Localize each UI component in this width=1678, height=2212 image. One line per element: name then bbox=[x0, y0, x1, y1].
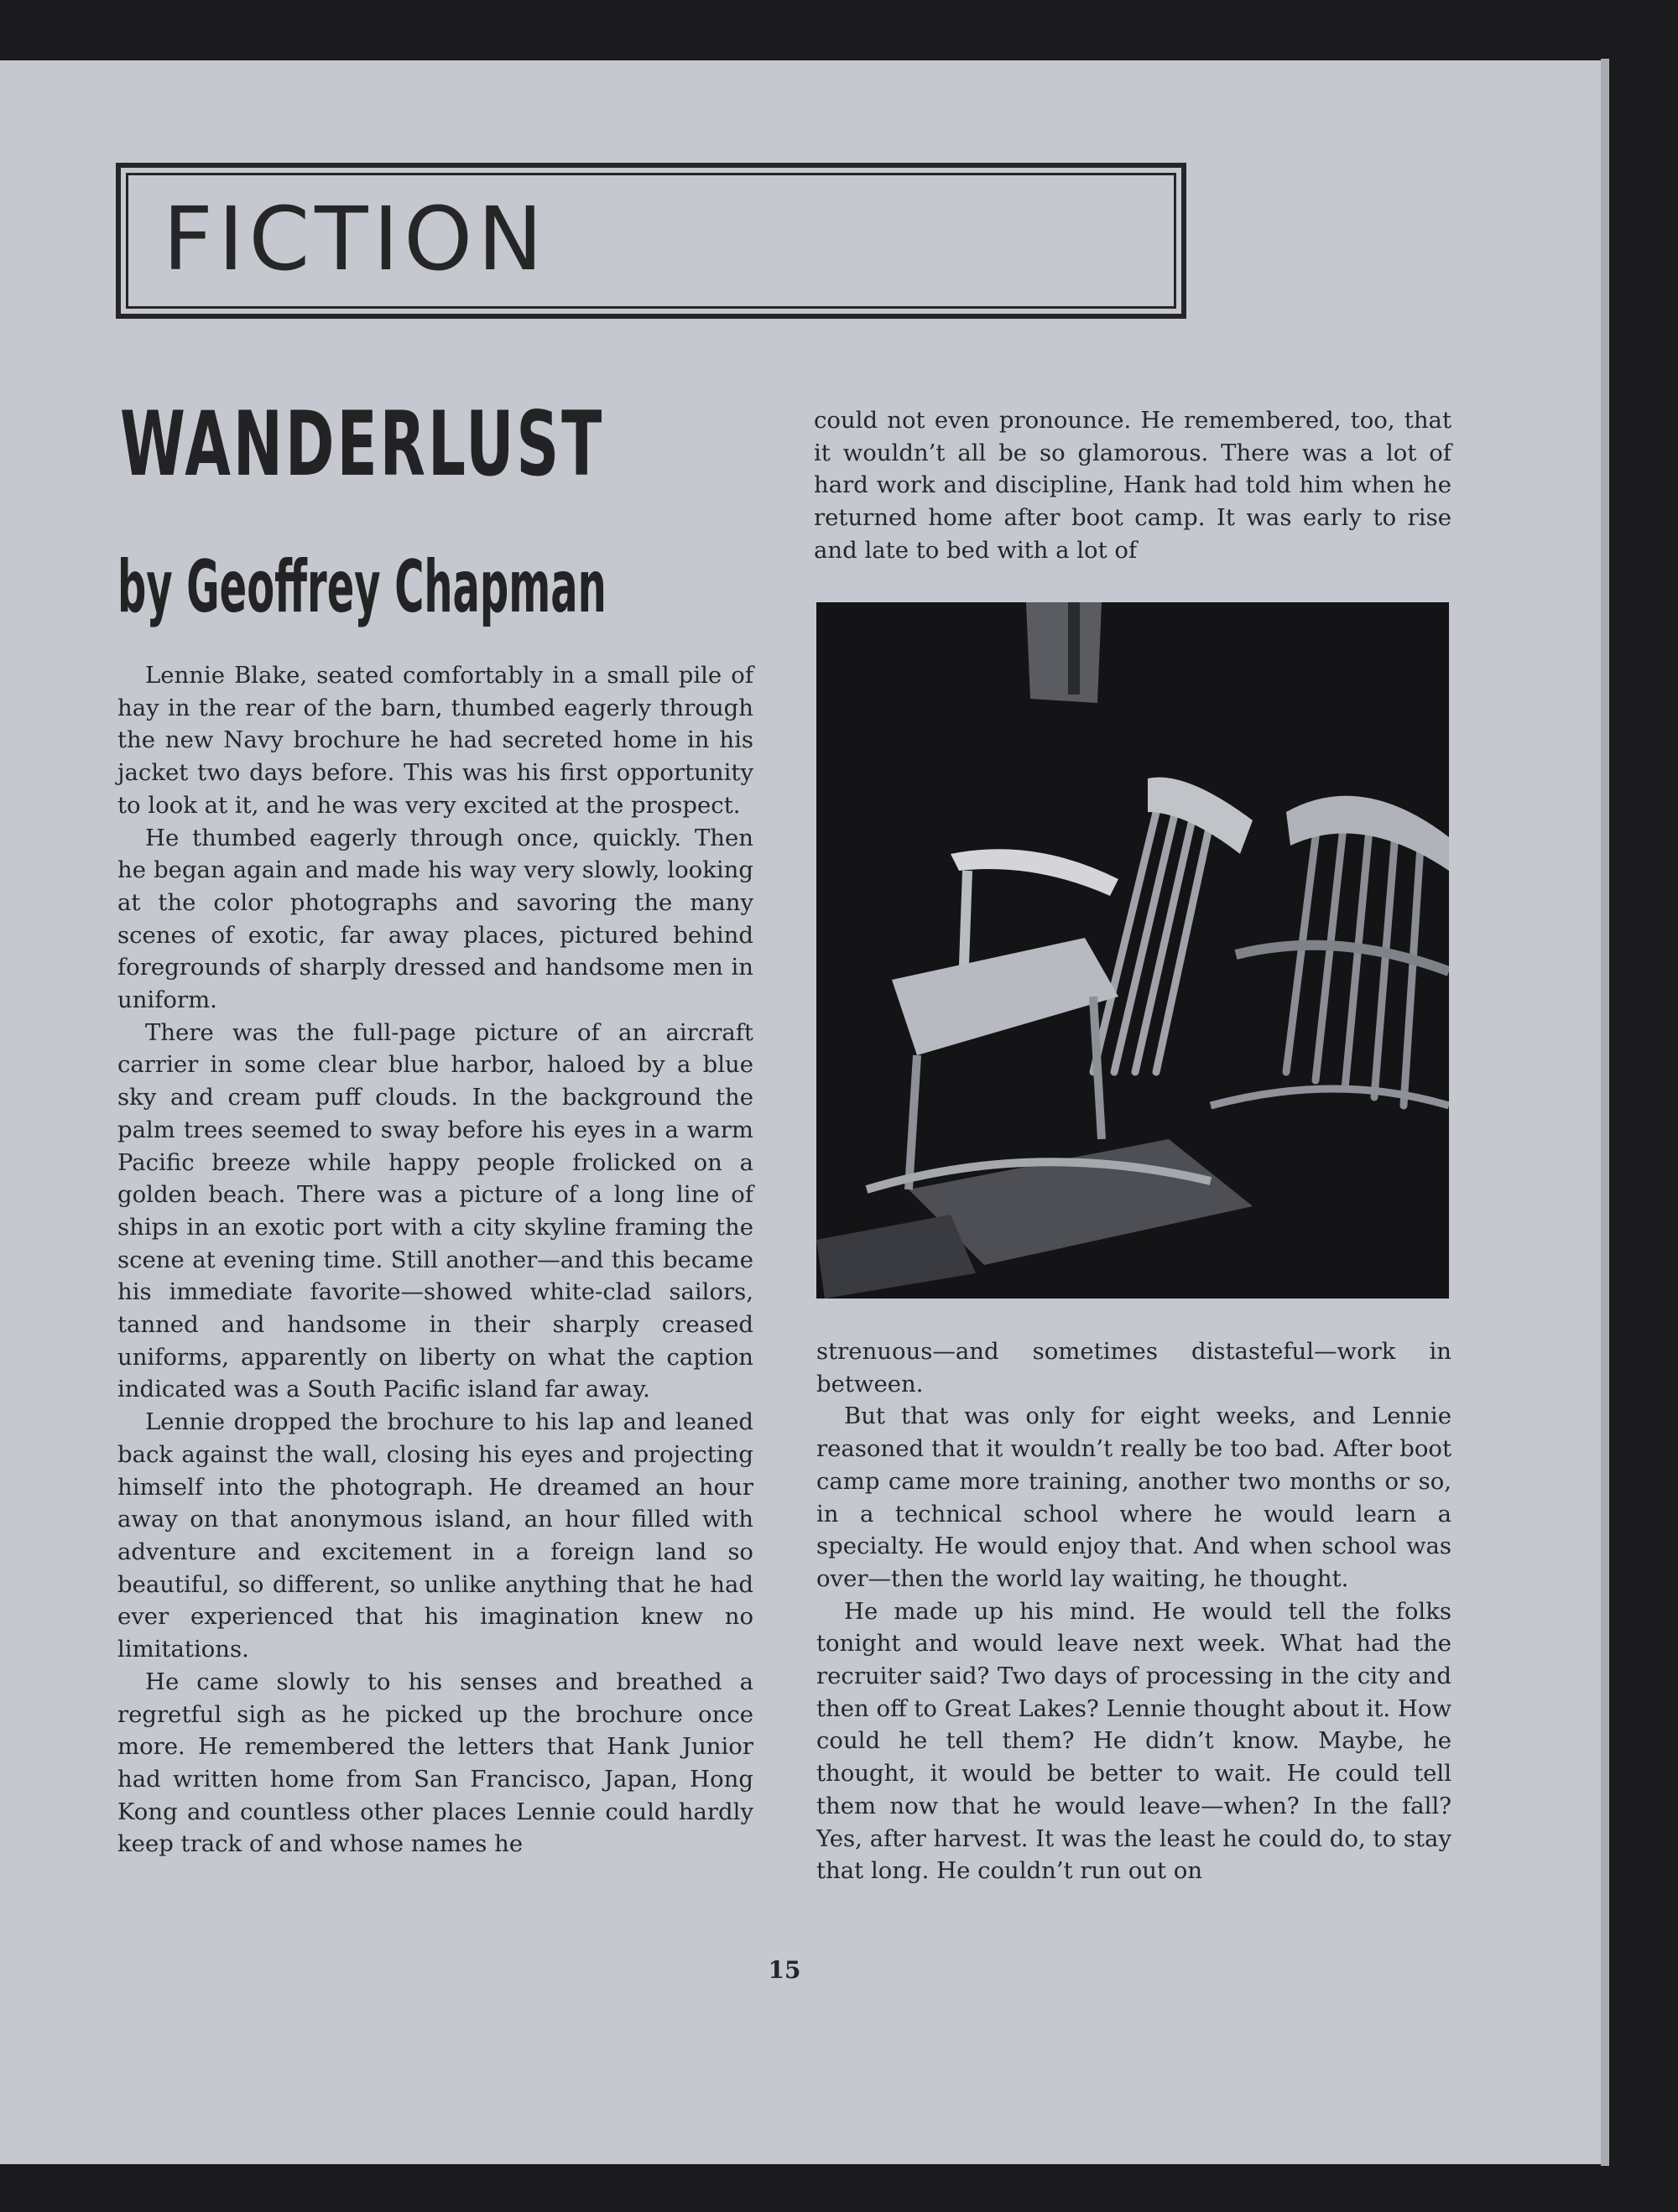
paragraph: He came slowly to his senses and breathed a regretful sigh as he picked up the brochure once more. He remembered the letters that Hank Junior had written home from San Francisco, Japan, Hong Kong and countless other places Lennie could hardly keep track of and whose names he bbox=[117, 1668, 753, 1858]
paragraph: He thumbed eagerly through once, quickly. Then he began again and made his way very slowly, looking at the color photographs and savoring the many scenes of exotic, far away places, pictured behind foregrounds of sharply dressed and handsome men in uniform. bbox=[117, 824, 753, 1014]
paragraph: There was the full-page picture of an aircraft carrier in some clear blue harbor, haloed by a blue sky and cream puff clouds. In the background the palm trees seemed to sway before his eyes in a warm Pacific breeze while happy people frolicked on a golden beach. There was a picture of a long line of ships in an exotic port with a city skyline framing the scene at evening time. Still another—and this became his immediate favorite—showed white-clad sailors, tanned and handsome in their sharply creased uniforms, apparently on liberty on what the caption indicated was a South Pacific island far away. bbox=[117, 1018, 753, 1403]
left-column bbox=[117, 659, 753, 1861]
paragraph: could not even pronounce. He remembered, too, that it wouldn’t all be so glamorous. There was a lot of hard work and discipline, Hank had told him when he returned home after boot camp. It was early to rise and late to bed with a lot of bbox=[814, 407, 1451, 564]
paragraph: Lennie dropped the brochure to his lap and leaned back against the wall, closing his eyes and projecting himself into the photograph. He dreamed an hour away on that anonymous island, an hour filled with adventure and excitement in a foreign land so beautiful, so different, so unlike anything that he had ever experienced that his imagination knew no limitations. bbox=[117, 1408, 753, 1663]
right-column-top bbox=[814, 404, 1451, 567]
paragraph: strenuous—and sometimes distasteful—work in between. bbox=[816, 1338, 1451, 1397]
section-header-box bbox=[116, 163, 1186, 319]
paragraph: Lennie Blake, seated comfortably in a small pile of hay in the rear of the barn, thumbed eagerly through the new Navy brochure he had secreted home in his jacket two days before. This was his first opportunity to look at it, and he was very excited at the prospect. bbox=[117, 662, 753, 819]
rocking-chairs-photo bbox=[816, 602, 1449, 1299]
story-byline: by Geoffrey Chapman bbox=[117, 545, 607, 629]
paragraph: But that was only for eight weeks, and Lennie reasoned that it wouldn’t really be too bad. After boot camp came more training, another two months or so, in a technical school where he would learn a specialty. He would enjoy that. And when school was over—then the world lay waiting, he thought. bbox=[816, 1403, 1451, 1592]
paragraph: He made up his mind. He would tell the folks tonight and would leave next week. What had the recruiter said? Two days of processing in the city and then off to Great Lakes? Lennie thought about it. How could he tell them? He didn’t know. Maybe, he thought, it would be better to wait. He could tell them now that he would leave—when? In the fall? Yes, after harvest. It was the least he could do, to stay that long. He couldn’t run out on bbox=[816, 1597, 1451, 1885]
section-label: FICTION bbox=[163, 188, 548, 290]
right-column-bottom bbox=[816, 1335, 1451, 1887]
page-edge bbox=[1601, 59, 1609, 2166]
story-title: WANDERLUST bbox=[120, 393, 605, 496]
rocking-chairs-illustration bbox=[816, 602, 1449, 1299]
page-number: 15 bbox=[768, 1956, 801, 1984]
